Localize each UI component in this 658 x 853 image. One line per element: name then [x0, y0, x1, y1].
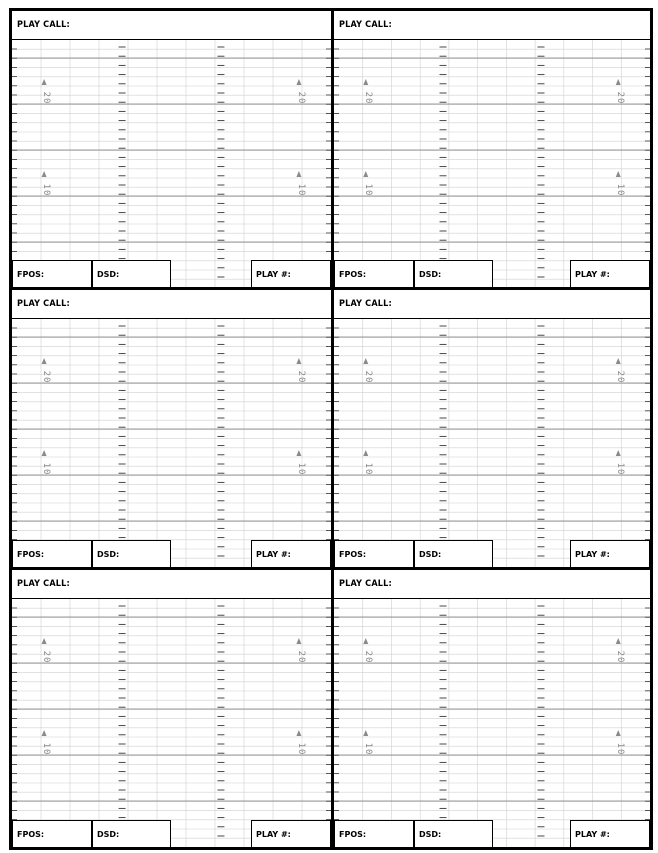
play-number-field-label: PLAY #: [256, 270, 291, 279]
field-diagram [12, 599, 331, 847]
play-call-field[interactable] [12, 570, 331, 599]
yard-arrow-icon [42, 730, 47, 736]
yard-number: 10 [295, 742, 306, 756]
play-card [12, 290, 331, 567]
yard-arrow-icon [363, 171, 368, 177]
dsd-field[interactable] [92, 260, 171, 287]
play-call-label: PLAY CALL: [339, 20, 392, 30]
dsd-field[interactable] [414, 260, 493, 287]
fpos-field-label: FPOS: [339, 550, 367, 559]
fpos-field-label: FPOS: [339, 830, 367, 839]
play-call-label: PLAY CALL: [339, 299, 392, 309]
yard-arrow-icon [363, 358, 368, 364]
yard-number: 10 [615, 462, 626, 476]
play-card [334, 570, 650, 847]
field-grid [334, 40, 650, 287]
yard-number: 20 [295, 370, 306, 384]
yard-arrow-icon [296, 171, 301, 177]
dsd-field[interactable] [414, 540, 493, 567]
yard-arrow-icon [363, 79, 368, 85]
yard-arrow-icon [363, 730, 368, 736]
field-diagram [334, 40, 650, 287]
play-call-label: PLAY CALL: [17, 579, 70, 589]
dsd-field-label: DSD: [419, 830, 442, 839]
fpos-field-label: FPOS: [339, 270, 367, 279]
field-diagram [334, 599, 650, 847]
fpos-field[interactable] [12, 260, 92, 287]
yard-number: 20 [362, 370, 373, 384]
play-number-field-label: PLAY #: [575, 830, 610, 839]
field-grid [12, 40, 331, 287]
play-call-label: PLAY CALL: [339, 579, 392, 589]
play-card [334, 11, 650, 287]
dsd-field-label: DSD: [419, 270, 442, 279]
yard-arrow-icon [296, 79, 301, 85]
play-call-field[interactable] [12, 11, 331, 40]
row-divider-1 [12, 287, 650, 290]
play-call-label: PLAY CALL: [17, 299, 70, 309]
yard-number: 10 [295, 183, 306, 197]
play-call-field[interactable] [334, 11, 650, 40]
yard-number: 20 [41, 91, 52, 105]
field-grid [334, 599, 650, 847]
play-card [12, 570, 331, 847]
yard-arrow-icon [616, 171, 621, 177]
play-call-field[interactable] [334, 570, 650, 599]
play-number-field[interactable] [570, 820, 650, 847]
yard-number: 20 [41, 370, 52, 384]
yard-number: 20 [362, 91, 373, 105]
fpos-field[interactable] [334, 820, 414, 847]
field-diagram [334, 319, 650, 567]
yard-arrow-icon [42, 79, 47, 85]
play-number-field[interactable] [251, 820, 331, 847]
play-call-field[interactable] [12, 290, 331, 319]
field-diagram [12, 40, 331, 287]
dsd-field[interactable] [92, 820, 171, 847]
yard-arrow-icon [42, 171, 47, 177]
yard-number: 10 [41, 462, 52, 476]
fpos-field[interactable] [12, 820, 92, 847]
field-grid [12, 319, 331, 567]
dsd-field-label: DSD: [97, 270, 120, 279]
play-card [334, 290, 650, 567]
dsd-field[interactable] [92, 540, 171, 567]
yard-number: 20 [41, 650, 52, 664]
yard-arrow-icon [296, 638, 301, 644]
fpos-field[interactable] [334, 540, 414, 567]
field-grid [334, 319, 650, 567]
yard-arrow-icon [42, 638, 47, 644]
play-number-field[interactable] [570, 540, 650, 567]
play-card [12, 11, 331, 287]
column-divider [331, 11, 334, 847]
yard-number: 20 [615, 91, 626, 105]
yard-number: 10 [362, 742, 373, 756]
yard-number: 20 [295, 650, 306, 664]
yard-arrow-icon [616, 638, 621, 644]
play-number-field[interactable] [251, 260, 331, 287]
row-divider-2 [12, 567, 650, 570]
yard-arrow-icon [296, 358, 301, 364]
play-number-field-label: PLAY #: [256, 550, 291, 559]
yard-number: 20 [295, 91, 306, 105]
fpos-field-label: FPOS: [17, 830, 45, 839]
yard-arrow-icon [42, 450, 47, 456]
yard-arrow-icon [363, 450, 368, 456]
yard-number: 10 [41, 183, 52, 197]
yard-number: 10 [362, 183, 373, 197]
yard-number: 10 [615, 742, 626, 756]
yard-number: 10 [362, 462, 373, 476]
dsd-field-label: DSD: [419, 550, 442, 559]
fpos-field[interactable] [334, 260, 414, 287]
fpos-field-label: FPOS: [17, 270, 45, 279]
play-number-field[interactable] [251, 540, 331, 567]
yard-number: 20 [615, 370, 626, 384]
fpos-field-label: FPOS: [17, 550, 45, 559]
yard-arrow-icon [296, 730, 301, 736]
dsd-field-label: DSD: [97, 830, 120, 839]
dsd-field-label: DSD: [97, 550, 120, 559]
yard-arrow-icon [616, 730, 621, 736]
yard-arrow-icon [296, 450, 301, 456]
yard-number: 20 [362, 650, 373, 664]
play-number-field-label: PLAY #: [575, 550, 610, 559]
yard-arrow-icon [42, 358, 47, 364]
yard-number: 10 [295, 462, 306, 476]
play-number-field[interactable] [570, 260, 650, 287]
field-grid [12, 599, 331, 847]
yard-arrow-icon [363, 638, 368, 644]
yard-number: 20 [615, 650, 626, 664]
field-diagram [12, 319, 331, 567]
play-sheet [9, 8, 653, 850]
yard-number: 10 [615, 183, 626, 197]
yard-number: 10 [41, 742, 52, 756]
yard-arrow-icon [616, 79, 621, 85]
yard-arrow-icon [616, 358, 621, 364]
fpos-field[interactable] [12, 540, 92, 567]
play-call-label: PLAY CALL: [17, 20, 70, 30]
yard-arrow-icon [616, 450, 621, 456]
dsd-field[interactable] [414, 820, 493, 847]
play-call-field[interactable] [334, 290, 650, 319]
play-number-field-label: PLAY #: [575, 270, 610, 279]
play-number-field-label: PLAY #: [256, 830, 291, 839]
